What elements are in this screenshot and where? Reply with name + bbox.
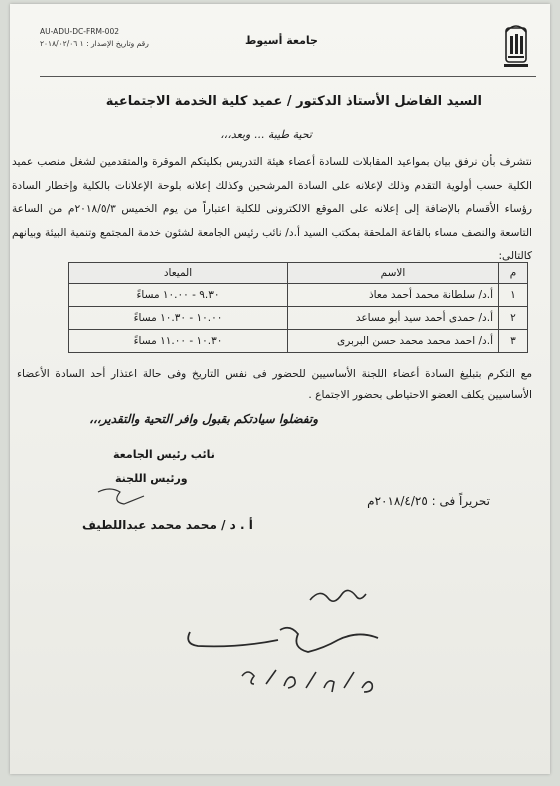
interview-schedule-table — [68, 262, 528, 353]
university-name: جامعة أسيوط — [245, 34, 318, 47]
signatory-title: نائب رئيس الجامعة — [113, 448, 215, 461]
document-page — [10, 4, 550, 774]
row-number: ١ — [499, 284, 528, 307]
header-divider — [40, 76, 536, 77]
university-logo-icon — [500, 18, 532, 70]
row-name: أ.د/ حمدى أحمد سيد أبو مساعد — [288, 307, 499, 330]
row-time: ٩.٣٠ - ١٠.٠٠ مساءً — [69, 284, 288, 307]
handwritten-signature-icon — [188, 628, 378, 652]
table-row — [69, 284, 528, 307]
col-header-number: م — [499, 263, 528, 284]
handwritten-note-icon — [310, 590, 366, 601]
col-header-name: الاسم — [288, 263, 499, 284]
row-time: ١٠.٣٠ - ١١.٠٠ مساءً — [69, 330, 288, 353]
table-row — [69, 330, 528, 353]
table-row — [69, 307, 528, 330]
issue-date-line: تحريراً فى : ٢٠١٨/٤/٢٥م — [367, 494, 490, 508]
col-header-time: الميعاد — [69, 263, 288, 284]
closing-line: وتفضلوا سيادتكم بقبول وافر التحية والتقدير،،، — [89, 412, 318, 426]
form-header-info — [40, 26, 149, 50]
instruction-paragraph: مع التكرم بتبليغ السادة أعضاء اللجنة الأساسيين للحضور فى نفس التاريخ وفى حالة اعتذار أحد السادة الأعضاء الأساسيين يكلف العضو الاحتياطى بحضور الاجتماع . — [17, 368, 532, 401]
body-paragraph: نتشرف بأن نرفق بيان بمواعيد المقابلات للسادة أعضاء هيئة التدريس بكليتكم الموقرة والمتقدمين لشغل منصب عميد الكلية حسب أولوية التقدم وذلك لإعلانه على السادة المرشحين وكذلك إعلانه بلوحة الإعلانات بالكلية وإخطار السادة رؤساء الأقسام بالإضافة إلى إعلانه على الموقع الالكترونى للكلية اعتباراً من يوم الخميس ٢٠١٨/٥/٣م من الساعة التاسعة والنصف مساء بالقاعة الملحقة بمكتب السيد أ.د/ نائب رئيس الجامعة لشئون خدمة المجتمع وتنمية البيئة وبيانهم كالتالى: — [12, 156, 532, 262]
signature-mark-icon — [98, 489, 144, 504]
form-code: AU-ADU-DC-FRM-002 — [40, 27, 119, 36]
signatory-name: أ . د / محمد محمد عبداللطيف — [82, 518, 253, 532]
issue-number-date: رقم وتاريخ الإصدار : ١ ٢٠١٨/٠٢/٠٦ — [40, 39, 149, 48]
row-name: أ.د/ احمد محمد محمد حسن البربرى — [288, 330, 499, 353]
row-time: ١٠.٠٠ - ١٠.٣٠ مساءً — [69, 307, 288, 330]
row-name: أ.د/ سلطانة محمد أحمد معاذ — [288, 284, 499, 307]
signatory-subtitle: ورئيس اللجنة — [115, 472, 188, 485]
table-header-row — [69, 263, 528, 284]
row-number: ٢ — [499, 307, 528, 330]
handwritten-date-icon — [242, 670, 372, 692]
greeting-line: تحية طيبة ... وبعد،،، — [220, 128, 312, 141]
addressee-line: السيد الفاضل الأستاذ الدكتور / عميد كلية الخدمة الاجتماعية — [105, 94, 482, 109]
row-number: ٣ — [499, 330, 528, 353]
